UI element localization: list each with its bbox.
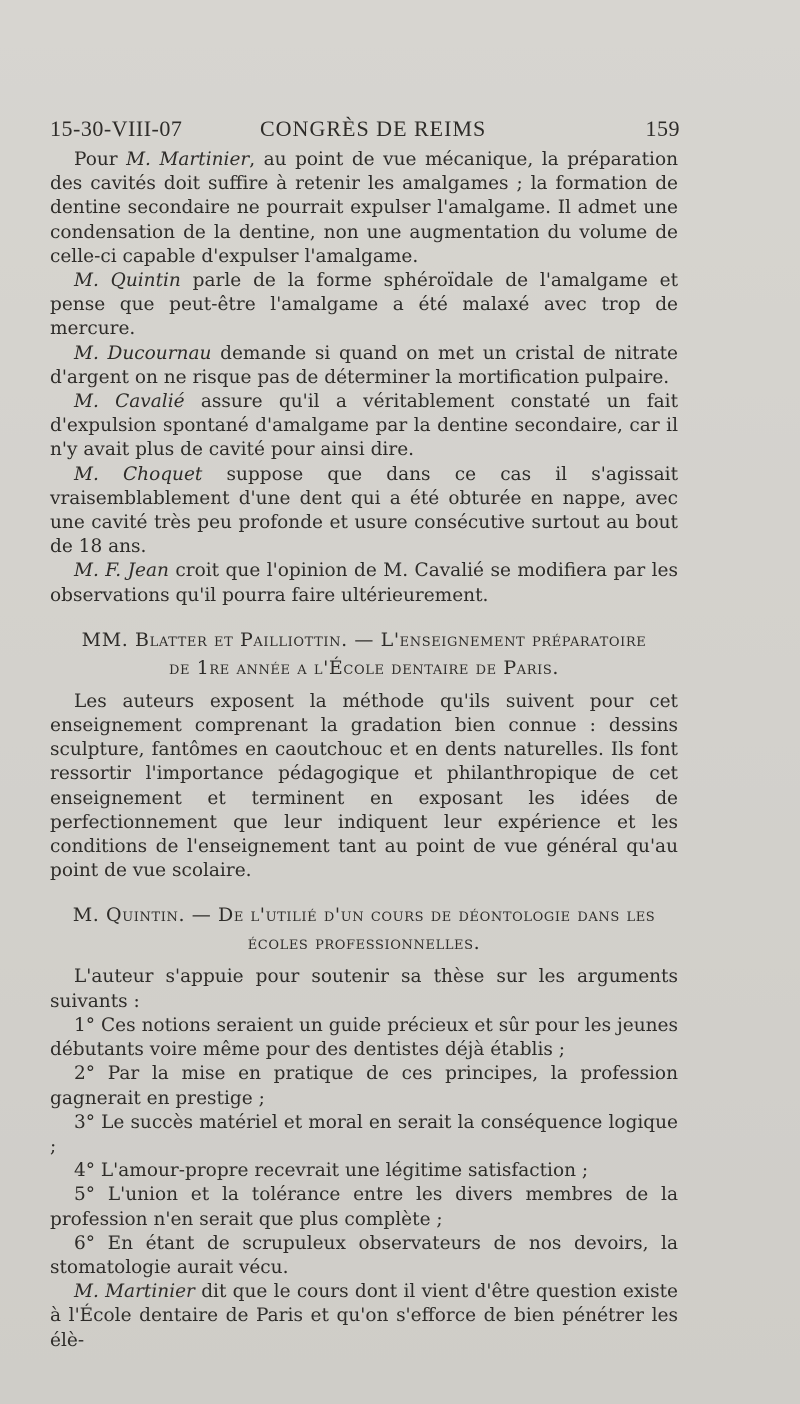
argument-item: 4° L'amour-propre recevrait une légitime satisfaction ; — [74, 1160, 589, 1182]
section-title-line: M. Quintin. — De l'utilié d'un cours de déontologie dans les — [72, 904, 656, 927]
paragraph-text: parle de la forme sphéroïdale de l'amalgame et pense que peut-être l'amalgame a été malaxé avec trop de mercure. — [50, 270, 679, 340]
paragraph-text: dit que le cours dont il vient d'être question existe à l'École dentaire de Paris et qu'on s'efforce de bien pénétrer les élè- — [50, 1281, 678, 1351]
section-title-line: de 1re année a l'École dentaire de Paris. — [168, 656, 560, 679]
section-title-line: écoles professionnelles. — [247, 932, 481, 955]
speaker-name: M. Quintin — [74, 270, 181, 292]
page-body — [50, 148, 678, 1353]
section-body-blatter: Les auteurs exposent la méthode qu'ils suivent pour cet enseignement comprenant la gradation bien connue : dessins sculpture, fantômes en caoutchouc et en dents naturelles. Ils font ressortir l'importance pédagogique et philanthropique de cet enseignement et terminent en exposant les idées de perfectionnement que leur indiquent leur expérience et les conditions de l'enseignement tant au point de vue général qu'au point de vue scolaire. — [50, 690, 678, 882]
running-title: CONGRÈS DE REIMS — [260, 116, 487, 141]
paragraph-martinier — [50, 148, 678, 269]
paragraph-quintin — [50, 269, 678, 342]
section-heading-quintin — [50, 901, 678, 957]
argument-item: 3° Le succès matériel et moral en serait la conséquence logique ; — [50, 1111, 678, 1157]
speaker-name: M. Choquet — [74, 463, 203, 485]
paragraph-text: , au point de vue mécanique, la préparation des cavités doit suffire à retenir les amalgames ; la formation de dentine secondaire ne pourrait expulser l'amalgame. Il admet une condensation de la dentine, non une augmentation du volume de celle-ci capable d'expulser l'amalgame. — [50, 149, 678, 267]
running-header — [50, 116, 680, 146]
argument-item: 5° L'union et la tolérance entre les divers membres de la profession n'en serait que plus complète ; — [50, 1184, 678, 1230]
speaker-name: M. Martinier — [74, 1281, 195, 1303]
speaker-name: M. F. Jean — [74, 560, 169, 582]
paragraph-ducournau — [50, 342, 678, 390]
argument-item: 1° Ces notions seraient un guide précieux et sûr pour les jeunes débutants voire même pour des dentistes déjà établis ; — [50, 1014, 678, 1061]
paragraph-martinier-closing — [50, 1280, 678, 1353]
page-number: 159 — [645, 116, 680, 141]
paragraph-text: croit que l'opinion de M. Cavalié se modifiera par les observations qu'il pourra faire ultérieurement. — [50, 560, 679, 606]
speaker-name: M. Cavalié — [74, 391, 185, 413]
paragraph-text: suppose que dans ce cas il s'agissait vraisemblablement d'une dent qui a été obturée en nappe, avec une cavité très peu profonde et usure consécutive surtout au bout de 18 ans. — [50, 463, 678, 558]
paragraph-text: demande si quand on met un cristal de nitrate d'argent on ne risque pas de déterminer la mortification pulpaire. — [50, 342, 678, 388]
section-heading-blatter — [50, 626, 678, 682]
paragraph-prefix: Pour — [74, 149, 127, 170]
section-intro: L'auteur s'appuie pour soutenir sa thèse sur les arguments suivants : — [50, 966, 678, 1012]
argument-item: 6° En étant de scrupuleux observateurs de nos devoirs, la stomatologie aurait vécu. — [50, 1232, 678, 1278]
speaker-name: M. Martinier — [126, 149, 250, 170]
speaker-name: M. Ducournau — [74, 342, 212, 364]
section-title-line: MM. Blatter et Pailliottin. — L'enseignement préparatoire — [81, 628, 647, 651]
date-range: 15-30-VIII-07 — [50, 116, 183, 141]
paragraph-jean — [50, 559, 678, 607]
paragraph-cavalie — [50, 390, 678, 463]
paragraph-choquet — [50, 463, 678, 560]
paragraph-text: assure qu'il a véritablement constaté un fait d'expulsion spontané d'amalgame par la dentine secondaire, car il n'y avait plus de cavité pour ainsi dire. — [50, 391, 678, 461]
argument-item: 2° Par la mise en pratique de ces principes, la profession gagnerait en prestige ; — [50, 1063, 678, 1109]
